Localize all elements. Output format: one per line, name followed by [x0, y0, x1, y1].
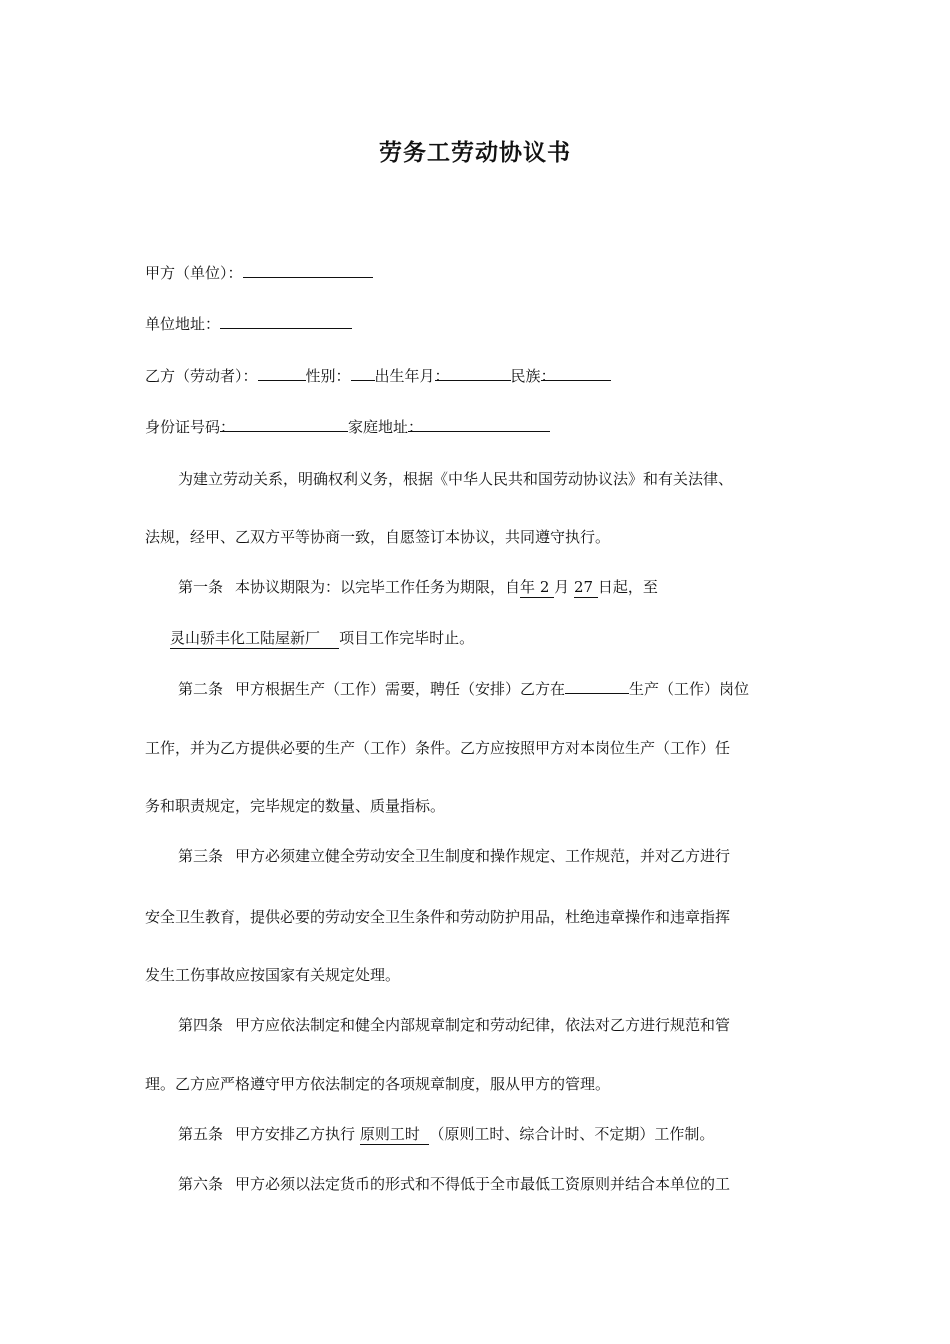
article-2-line-3: 务和职责规定，完毕规定的数量、质量指标。 — [145, 797, 446, 815]
article-5-line-1 — [178, 1123, 714, 1145]
home-address-colon: ： — [408, 418, 424, 436]
party-a-row — [145, 262, 373, 284]
article-3-line-2: 安全卫生教育，提供必要的劳动安全卫生条件和劳动防护用品，杜绝违章操作和违章指挥 — [145, 908, 731, 926]
intro-line-1: 为建立劳动关系，明确权利义务，根据《中华人民共和国劳动协议法》和有关法律、 — [178, 470, 734, 488]
gender-label: 性别： — [305, 367, 351, 385]
article-2-line-2: 工作，并为乙方提供必要的生产（工作）条件。乙方应按照甲方对本岗位生产（工作）任 — [145, 739, 731, 757]
party-a-blank[interactable] — [243, 262, 373, 278]
article-4-line-1 — [178, 1014, 730, 1036]
article-2-post-blank[interactable] — [565, 678, 629, 694]
id-label: 身份证号码 — [145, 418, 221, 436]
article-1-project-name: 灵山骄丰化工陆屋新厂 — [170, 629, 321, 647]
unit-address-row — [145, 313, 352, 335]
article-1-text-b: 日起，至 — [597, 578, 658, 596]
article-1-heading: 第一条 — [178, 578, 224, 596]
article-1-year: 年 — [520, 578, 536, 596]
gender-blank[interactable] — [351, 365, 375, 381]
article-1-text-c: 项目工作完毕时止。 — [339, 629, 475, 647]
id-row — [145, 416, 550, 438]
article-5-text-a: 甲方安排乙方执行 — [235, 1125, 356, 1143]
article-4-text-1: 甲方应依法制定和健全内部规章制定和劳动纪律，依法对乙方进行规范和管 — [235, 1016, 731, 1034]
article-1-project — [170, 629, 339, 649]
birth-label: 出生年月 — [374, 367, 435, 385]
article-1-day-number: 27 — [573, 578, 594, 596]
party-b-name-blank[interactable] — [258, 365, 306, 381]
article-1-line-2 — [170, 627, 474, 649]
article-6-heading: 第六条 — [178, 1175, 224, 1193]
unit-address-blank[interactable] — [220, 313, 352, 329]
article-5-value-text: 原则工时 — [359, 1125, 420, 1143]
id-colon: ： — [220, 418, 236, 436]
article-3-heading: 第三条 — [178, 847, 224, 865]
article-5-heading: 第五条 — [178, 1125, 224, 1143]
unit-address-label: 单位地址： — [145, 315, 221, 333]
article-2-heading: 第二条 — [178, 680, 224, 698]
article-1-month-value — [535, 578, 554, 598]
article-4-line-2: 理。乙方应严格遵守甲方依法制定的各项规章制度，服从甲方的管理。 — [145, 1075, 611, 1093]
article-4-heading: 第四条 — [178, 1016, 224, 1034]
birth-blank[interactable] — [434, 365, 511, 385]
article-5-value — [360, 1125, 430, 1145]
home-address-label: 家庭地址 — [348, 418, 409, 436]
article-6-text-1: 甲方必须以法定货币的形式和不得低于全市最低工资原则并结合本单位的工 — [235, 1175, 731, 1193]
article-1-day-value — [574, 578, 598, 598]
party-a-label: 甲方（单位）： — [145, 264, 243, 282]
article-1-text-a: 本协议期限为：以完毕工作任务为期限，自 — [235, 578, 521, 596]
article-1-month-number: 2 — [539, 578, 550, 596]
article-3-line-1 — [178, 845, 730, 867]
ethnicity-label: 民族 — [510, 367, 541, 385]
article-1-line-1 — [178, 576, 658, 598]
article-5-text-b: （原则工时、综合计时、不定期）工作制。 — [429, 1125, 715, 1143]
article-2-line-1 — [178, 678, 749, 700]
intro-line-2: 法规，经甲、乙双方平等协商一致，自愿签订本协议，共同遵守执行。 — [145, 528, 611, 546]
party-b-row — [145, 365, 611, 387]
home-address-blank[interactable] — [408, 416, 550, 436]
article-1-month-unit: 月 — [554, 578, 570, 596]
article-2-text-b: 生产（工作）岗位 — [629, 680, 750, 698]
id-blank[interactable] — [220, 416, 348, 436]
article-6-line-1 — [178, 1173, 730, 1195]
birth-colon: ： — [434, 367, 450, 385]
party-b-label: 乙方（劳动者）： — [145, 367, 258, 385]
article-3-text-1: 甲方必须建立健全劳动安全卫生制度和操作规定、工作规范，并对乙方进行 — [235, 847, 731, 865]
document-title: 劳务工劳动协议书 — [379, 139, 571, 166]
article-3-line-3: 发生工伤事故应按国家有关规定处理。 — [145, 966, 401, 984]
article-2-text-a: 甲方根据生产（工作）需要，聘任（安排）乙方在 — [235, 680, 566, 698]
ethnicity-blank[interactable] — [540, 365, 611, 385]
ethnicity-colon: ： — [540, 367, 556, 385]
